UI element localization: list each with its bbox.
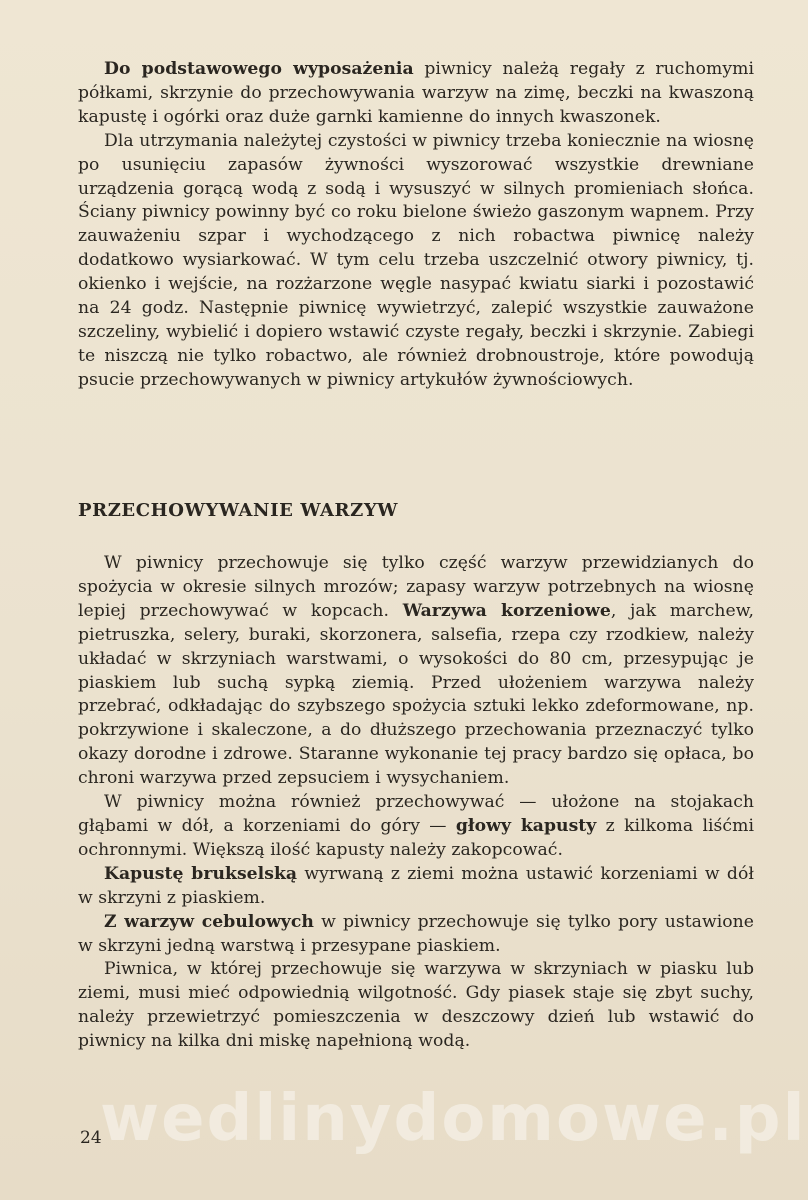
section-heading: PRZECHOWYWANIE WARZYW (78, 500, 399, 521)
paragraph-text: W piwnicy przechowuje się tylko część warzyw przewidzianych do spożycia w okresie silnych mrozów; zapasy warzyw potrzebnych na wiosnę lepiej przechowywać w kopcach. (78, 553, 754, 621)
bold-term: Warzywa korzeniowe (402, 600, 611, 621)
paragraph (78, 58, 754, 130)
paragraph (78, 911, 754, 959)
paragraph (78, 130, 754, 393)
paragraph-text: W piwnicy można również przechowywać — ułożone na stojakach głąbami w dół, a korzeniami do góry — (78, 792, 754, 836)
paragraph-text: , jak marchew, pietruszka, selery, buraki, skorzonera, salsefia, rzepa czy rzodkiew, należy układać w skrzyniach warstwami, o wysokości do 80 cm, przesypując je piaskiem lub suchą sypką ziemią. Przed ułożeniem warzywa należy przebrać, odkładając do szybszego spożycia sztuki lekko zdeformowane, np. pokrzywione i skaleczone, a do dłuższego przechowania przeznaczyć tylko okazy dorodne i zdrowe. Staranne wykonanie tej pracy bardzo się opłaca, bo chroni warzywa przed zepsuciem i wysychaniem. (78, 600, 755, 789)
paragraph (78, 791, 754, 863)
bold-term: Z warzyw cebulowych (104, 911, 314, 932)
bold-term: Do podstawowego wyposażenia (104, 59, 414, 79)
paragraph-text: wyrwaną z ziemi można ustawić korzeniami w dół w skrzyni z piaskiem. (78, 863, 754, 908)
paragraph-text: Piwnica, w której przechowuje się warzywa w skrzyniach w piasku lub ziemi, musi mieć odpowiednią wilgotność. Gdy piasek staje się zbyt suchy, należy przewietrzyć pomieszczenia w deszczowy dzień lub wstawić do piwnicy na kilka dni miskę napełnioną wodą. (78, 959, 754, 1052)
paragraph (78, 958, 754, 1054)
bold-term: głowy kapusty (455, 815, 597, 836)
bold-term: Kapustę brukselską (104, 863, 298, 884)
paragraph (78, 552, 754, 791)
watermark: wedlinydomowe.pl (100, 1082, 807, 1156)
paragraph-text: w piwnicy przechowuje się tylko pory ustawione w skrzyni jedną warstwą i przesypane piaskiem. (78, 911, 755, 956)
paragraph-text: piwnicy należą regały z ruchomymi półkami, skrzynie do przechowywania warzyw na zimę, beczki na kwaszoną kapustę i ogórki oraz duże garnki kamienne do innych kwaszonek. (78, 59, 754, 127)
paragraph-text: Dla utrzymania należytej czystości w piwnicy trzeba koniecznie na wiosnę po usunięciu zapasów żywności wyszorować wszystkie drewniane urządzenia gorącą wodą z sodą i wysuszyć w silnych promieniach słońca. Ściany piwnicy powinny być co roku bielone świeżo gaszonym wapnem. Przy zauważeniu szpar i wychodzącego z nich robactwa piwnicę należy dodatkowo wysiarkować. W tym celu trzeba uszczelnić otwory piwnicy, tj. okienko i wejście, na rozżarzone węgle nasypać kwiatu siarki i pozostawić na 24 godz. Następnie piwnicę wywietrzyć, zalepić wszystkie zauważone szczeliny, wybielić i dopiero wstawić czyste regały, beczki i skrzynie. Zabiegi te niszczą nie tylko robactwo, ale również drobnoustroje, które powodują psucie przechowywanych w piwnicy artykułów żywnościowych. (78, 130, 754, 390)
paragraph-text: z kilkoma liśćmi ochronnymi. Większą ilość kapusty należy zakopcować. (78, 815, 754, 860)
top-text-block (78, 58, 754, 393)
paragraph (78, 863, 754, 911)
bottom-text-block (78, 552, 754, 1054)
page-number: 24 (80, 1128, 102, 1148)
